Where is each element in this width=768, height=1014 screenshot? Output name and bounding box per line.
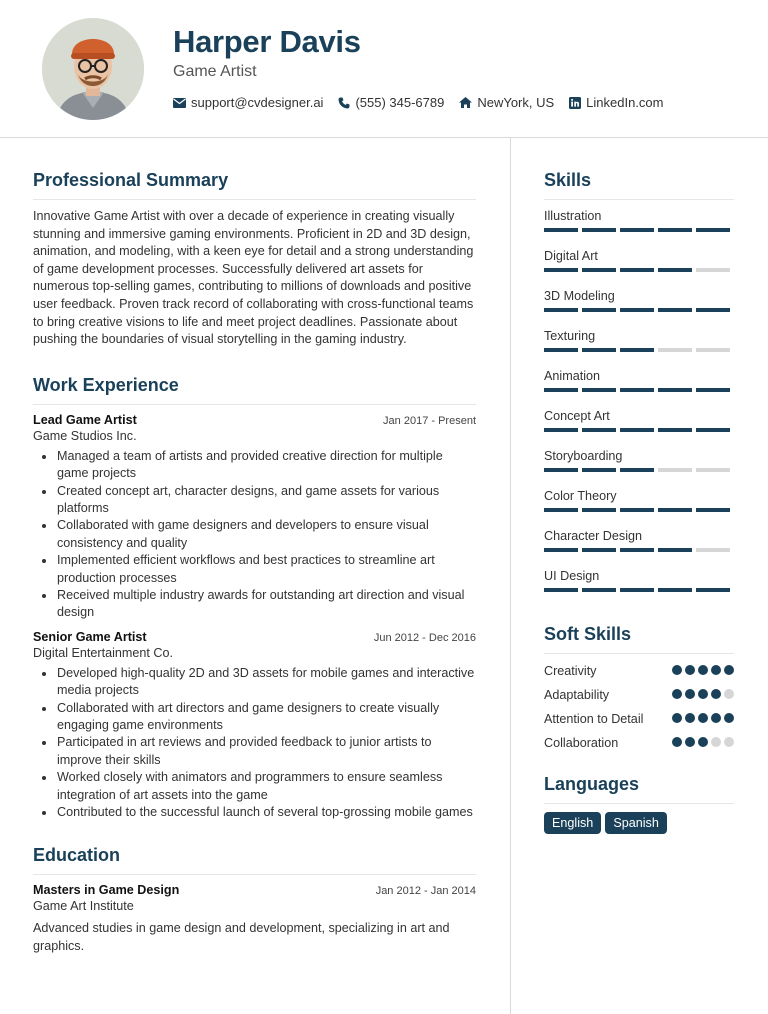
phone-icon [338, 97, 350, 109]
job-bullet: Developed high-quality 2D and 3D assets for mobile games and interactive media projects [57, 665, 476, 700]
contact-linkedin-text: LinkedIn.com [586, 95, 664, 110]
soft-skill-item [544, 662, 734, 680]
rating-dot [698, 713, 708, 723]
job-bullet: Created concept art, character designs, and game assets for various platforms [57, 483, 476, 518]
rating-dot [698, 737, 708, 747]
skill-level-segment [620, 588, 654, 592]
skill-level-segment [582, 348, 616, 352]
skill-level-segment [620, 228, 654, 232]
skills-list [544, 208, 734, 600]
rating-dot [672, 713, 682, 723]
job-role: Lead Game Artist [33, 412, 137, 427]
skill-name: Color Theory [544, 489, 617, 503]
job-bullet: Implemented efficient workflows and best practices to streamline art production processes [57, 552, 476, 587]
soft-skill-name: Collaboration [544, 736, 619, 750]
skill-item [544, 248, 734, 280]
skill-level-segment [620, 268, 654, 272]
skill-name: UI Design [544, 569, 600, 583]
skill-level-segment [658, 228, 692, 232]
skill-level-segment [696, 388, 730, 392]
skill-level-bar [544, 268, 734, 280]
job-bullets [33, 448, 476, 622]
rating-dot [685, 689, 695, 699]
skill-level-segment [544, 428, 578, 432]
soft-skill-rating [669, 665, 734, 675]
candidate-title: Game Artist [173, 63, 257, 80]
skill-name: 3D Modeling [544, 289, 615, 303]
skill-name: Animation [544, 369, 601, 383]
contact-location [459, 95, 554, 110]
skill-level-segment [620, 388, 654, 392]
contact-email-text: support@cvdesigner.ai [191, 95, 324, 110]
job-bullet: Worked closely with animators and programmers to ensure seamless integration of art assets into the game [57, 769, 476, 804]
resume-header [0, 0, 768, 138]
skill-level-segment [658, 428, 692, 432]
languages-heading: Languages [544, 774, 734, 804]
rating-dot [724, 713, 734, 723]
skill-level-segment [620, 508, 654, 512]
rating-dot [724, 737, 734, 747]
job-bullet: Managed a team of artists and provided creative direction for multiple game projects [57, 448, 476, 483]
rating-dot [672, 665, 682, 675]
skill-level-segment [582, 588, 616, 592]
skills-heading: Skills [544, 170, 734, 200]
skill-level-bar [544, 588, 734, 600]
skill-level-segment [658, 548, 692, 552]
skill-level-segment [696, 548, 730, 552]
skill-level-segment [544, 588, 578, 592]
soft-skills-list [544, 662, 734, 752]
job-entry [33, 413, 476, 622]
skill-level-segment [658, 468, 692, 472]
skill-level-segment [696, 228, 730, 232]
rating-dot [724, 689, 734, 699]
skill-level-segment [582, 548, 616, 552]
skill-level-bar [544, 468, 734, 480]
skill-level-segment [696, 468, 730, 472]
job-company: Digital Entertainment Co. [33, 645, 173, 660]
skill-level-segment [582, 228, 616, 232]
job-dates: Jun 2012 - Dec 2016 [373, 631, 476, 644]
soft-skill-rating [669, 737, 734, 747]
skill-level-segment [582, 428, 616, 432]
skill-item [544, 408, 734, 440]
skill-item [544, 528, 734, 560]
skill-item [544, 568, 734, 600]
skill-level-bar [544, 348, 734, 360]
skill-level-segment [696, 588, 730, 592]
skill-level-segment [544, 468, 578, 472]
summary-heading: Professional Summary [33, 170, 476, 200]
skill-level-segment [582, 308, 616, 312]
skill-name: Digital Art [544, 249, 598, 263]
soft-skill-rating [669, 689, 734, 699]
skill-level-bar [544, 548, 734, 560]
education-entry [33, 883, 476, 955]
skill-level-segment [620, 308, 654, 312]
rating-dot [711, 713, 721, 723]
profile-photo-illustration [42, 18, 144, 120]
education-dates: Jan 2012 - Jan 2014 [375, 885, 476, 898]
education-school: Game Art Institute [33, 899, 134, 914]
job-company: Game Studios Inc. [33, 428, 137, 443]
summary-text: Innovative Game Artist with over a decade of experience in creating visually stunning and immersive gaming environments. Proficient in 2D and 3D design, animation, and modeling, with a keen eye for detail and a strong understanding of game development processes. Successfully delivered art assets for numerous top-selling games, contributing to millions of downloads and positive user feedback. Proven track record of collaborating with cross-functional teams to bring creative visions to life and meet project deadlines. Passionate about pushing the boundaries of visual storytelling in the gaming industry. [33, 209, 474, 347]
skill-level-bar [544, 428, 734, 440]
education-degree: Masters in Game Design [33, 883, 180, 898]
language-tag: Spanish [605, 812, 667, 834]
skill-level-segment [544, 388, 578, 392]
skill-level-segment [696, 308, 730, 312]
skill-level-segment [544, 548, 578, 552]
skill-level-bar [544, 228, 734, 240]
soft-skill-item [544, 734, 734, 752]
job-bullet: Collaborated with art directors and game designers to create visually engaging game environments [57, 700, 476, 735]
profile-photo [42, 18, 144, 120]
rating-dot [711, 689, 721, 699]
rating-dot [685, 737, 695, 747]
skill-name: Texturing [544, 329, 596, 343]
skill-level-segment [620, 428, 654, 432]
skill-level-segment [658, 388, 692, 392]
rating-dot [698, 665, 708, 675]
skill-level-segment [582, 388, 616, 392]
contact-phone-text: (555) 345-6789 [355, 95, 445, 110]
rating-dot [685, 713, 695, 723]
skill-name: Illustration [544, 209, 602, 223]
soft-skill-name: Creativity [544, 664, 597, 678]
job-entry [33, 630, 476, 822]
skill-name: Concept Art [544, 409, 610, 423]
skill-level-segment [620, 348, 654, 352]
job-bullet: Participated in art reviews and provided feedback to junior artists to improve their skills [57, 734, 476, 769]
skill-item [544, 488, 734, 520]
education-description: Advanced studies in game design and development, specializing in art and graphics. [33, 921, 450, 954]
skill-item [544, 288, 734, 320]
skill-item [544, 328, 734, 360]
skill-level-segment [582, 468, 616, 472]
skill-level-segment [620, 548, 654, 552]
skill-item [544, 368, 734, 400]
soft-skill-item [544, 686, 734, 704]
skill-level-segment [582, 268, 616, 272]
candidate-name: Harper Davis [173, 24, 361, 59]
skill-level-segment [658, 308, 692, 312]
rating-dot [711, 665, 721, 675]
job-bullet: Collaborated with game designers and developers to ensure visual consistency and quality [57, 517, 476, 552]
skill-name: Storyboarding [544, 449, 623, 463]
skill-level-segment [696, 348, 730, 352]
contact-phone[interactable] [338, 95, 444, 110]
language-tag: English [544, 812, 601, 834]
education-heading: Education [33, 845, 476, 875]
skill-level-bar [544, 388, 734, 400]
skill-level-segment [620, 468, 654, 472]
rating-dot [711, 737, 721, 747]
job-role: Senior Game Artist [33, 629, 147, 644]
skill-level-segment [696, 508, 730, 512]
skill-item [544, 448, 734, 480]
skill-level-segment [544, 508, 578, 512]
skill-level-segment [544, 348, 578, 352]
job-bullets [33, 665, 476, 822]
skill-level-segment [544, 308, 578, 312]
rating-dot [724, 665, 734, 675]
skill-level-segment [658, 588, 692, 592]
job-bullet: Received multiple industry awards for outstanding art direction and visual design [57, 587, 476, 622]
skill-level-segment [544, 268, 578, 272]
skill-level-bar [544, 308, 734, 320]
skill-level-segment [658, 348, 692, 352]
skill-item [544, 208, 734, 240]
linkedin-icon [569, 97, 581, 109]
contact-bar [173, 95, 679, 110]
soft-skill-item [544, 710, 734, 728]
rating-dot [672, 737, 682, 747]
skill-level-segment [696, 428, 730, 432]
contact-email[interactable] [173, 95, 323, 110]
skill-level-segment [658, 268, 692, 272]
sidebar-column [544, 170, 734, 834]
soft-skill-name: Adaptability [544, 688, 610, 702]
job-bullet: Contributed to the successful launch of several top-grossing mobile games [57, 804, 476, 821]
skill-level-segment [582, 508, 616, 512]
soft-skills-heading: Soft Skills [544, 624, 734, 654]
home-icon [459, 97, 472, 108]
envelope-icon [173, 98, 186, 108]
skill-name: Character Design [544, 529, 642, 543]
column-divider [510, 138, 511, 1014]
experience-heading: Work Experience [33, 375, 476, 405]
soft-skill-rating [669, 713, 734, 723]
rating-dot [672, 689, 682, 699]
rating-dot [685, 665, 695, 675]
skill-level-segment [544, 228, 578, 232]
skill-level-segment [658, 508, 692, 512]
main-column [33, 170, 476, 956]
languages-list [544, 812, 734, 834]
job-dates: Jan 2017 - Present [383, 414, 476, 427]
skill-level-bar [544, 508, 734, 520]
skill-level-segment [696, 268, 730, 272]
contact-linkedin[interactable] [569, 95, 663, 110]
soft-skill-name: Attention to Detail [544, 712, 644, 726]
rating-dot [698, 689, 708, 699]
contact-location-text: NewYork, US [477, 95, 555, 110]
